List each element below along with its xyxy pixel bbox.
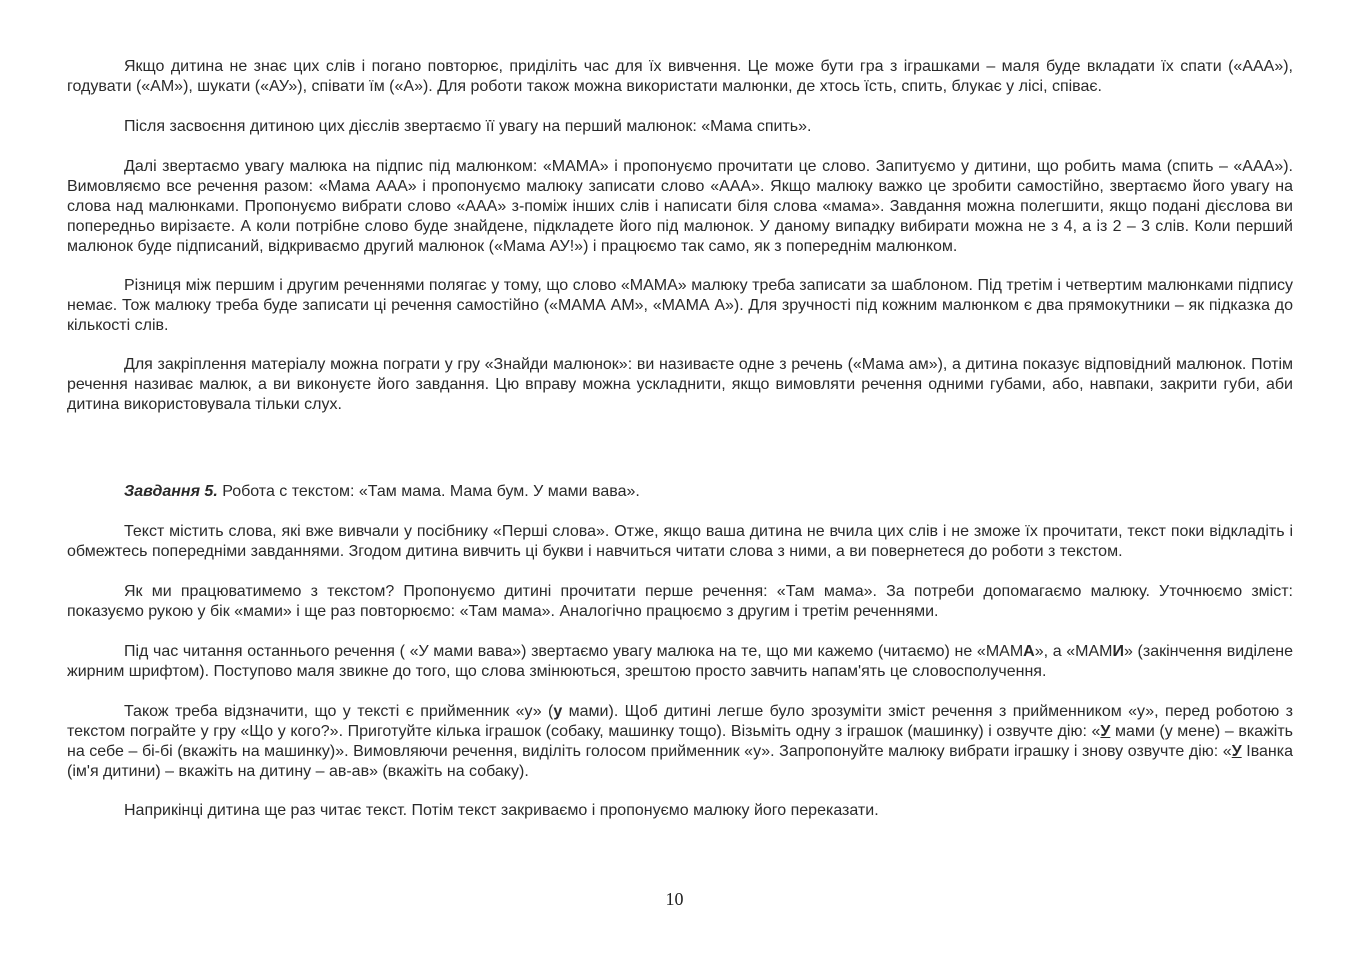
text-run: », а «МАМ [1034, 643, 1113, 660]
text-run: Також треба відзначити, що у тексті є прийменник «у» ( [124, 703, 554, 720]
paragraph-text-words: Текст містить слова, які вже вивчали у посібнику «Перші слова». Отже, якщо ваша дитина не вчила цих слів і не зможе їх прочитати, текст поки відкладіть і обмежтесь попередніми завданнями. Згодом дитина вивчить ці букви і навчиться читати слова з ними, а ви повернетеся до роботи з текстом. [67, 523, 1293, 560]
bold-preposition: у [553, 703, 563, 720]
paragraph-last-sentence [67, 642, 1293, 682]
paragraph-caption-work: Далі звертаємо увагу малюка на підпис під малюнком: «МАМА» і пропонуємо прочитати це слово. Запитуємо у дитини, що робить мама (спить – «ААА»). Вимовляємо все речення разом: «Мама ААА» і пропонуємо малюку записати слово «ААА». Якщо малюку важко це зробити самостійно, звертаємо його увагу на слова над малюнками. Пропонуємо вибрати слово «ААА» з-поміж інших слів і написати біля слова «мама». Завдання можна полегшити, якщо подані дієслова ви попередньо вирізаєте. А коли потрібне слово буде знайдене, підкладете його під малюнок. У даному випадку вибирати можна не з 4, а із 2 – 3 слів. Коли перший малюнок буде підписаний, відкриваємо другий малюнок («Мама АУ!») і працюємо так само, як з попереднім малюнком. [67, 158, 1293, 255]
paragraph-how-to-work: Як ми працюватимемо з текстом? Пропонуємо дитині прочитати перше речення: «Там мама». За потреби допомагаємо малюку. Уточнюємо зміст: показуємо рукою у бік «мами» і ще раз повторюємо: «Там мама». Аналогічно працюємо з другим і третім реченнями. [67, 583, 1293, 620]
text-run: Під час читання останнього речення ( «У мами вава») звертаємо увагу малюка на те, що ми кажемо (читаємо) не «МАМ [124, 643, 1024, 660]
underlined-preposition: У [1100, 723, 1111, 740]
task-label: Завдання 5. [124, 483, 218, 500]
document-body [67, 57, 1293, 821]
text-run: » (закінчення виділене жирним шрифтом). Поступово маля звикне до того, що слова змінюються, зрештою просто завчить напам'ять це словосполучення. [67, 643, 1294, 680]
underlined-preposition: У [1231, 743, 1242, 760]
bold-ending-a: А [1023, 643, 1035, 660]
text-run: мами). Щоб дитині легше було зрозуміти зміст речення з прийменником «у», перед роботою з текстом пограйте у гру «Що у кого?». Приготуйте кілька іграшок (собаку, машинку тощо). Візьміть одну з іграшок (машинку) і озвучте дію: « [67, 703, 1294, 740]
paragraph-intro: Якщо дитина не знає цих слів і погано повторює, приділіть час для їх вивчення. Це може бути гра з іграшками – маля буде вкладати їх спати («ААА»), годувати («АМ»), шукати («АУ»), співати їм («А»). Для роботи також можна використати малюнки, де хтось їсть, спить, блукає у лісі, співає. [67, 58, 1293, 95]
paragraph-difference: Різниця між першим і другим реченнями полягає у тому, що слово «МАМА» малюку треба записати за шаблоном. Під третім і четвертим малюнками підпису немає. Тож малюку треба буде записати ці речення самостійно («МАМА АМ», «МАМА А»). Для зручності під кожним малюнком є два прямокутники – як підказка до кількості слів. [67, 277, 1293, 334]
paragraph-first-picture: Після засвоєння дитиною цих дієслів звертаємо її увагу на перший малюнок: «Мама спить». [124, 118, 812, 135]
paragraph-game: Для закріплення матеріалу можна пограти у гру «Знайди малюнок»: ви називаєте одне з речень («Мама ам»), а дитина показує відповідний малюнок. Потім речення називає малюк, а ви виконуєте його завдання. Цю вправу можна ускладнити, якщо вимовляти речення одними губами, або, навпаки, закрити губи, аби дитина використовувала тільки слух. [67, 356, 1293, 413]
text-run: мами (у мене) – вкажіть на себе – бі-бі (вкажіть на машинку)». Вимовляючи речення, виділіть голосом прийменник «у». Запропонуйте малюку вибрати іграшку і знову озвучте дію: « [67, 723, 1294, 760]
paragraph-retelling: Наприкінці дитина ще раз читає текст. Потім текст закриваємо і пропонуємо малюку його переказати. [124, 802, 879, 819]
task-heading [67, 482, 1293, 502]
bold-ending-y: И [1112, 643, 1124, 660]
task-text: Робота с текстом: «Там мама. Мама бум. У мами вава». [217, 483, 640, 500]
paragraph-preposition [67, 702, 1293, 782]
text-run: Іванка (ім'я дитини) – вкажіть на дитину – ав-ав» (вкажіть на собаку). [67, 743, 1293, 780]
page-number: 10 [665, 889, 684, 909]
